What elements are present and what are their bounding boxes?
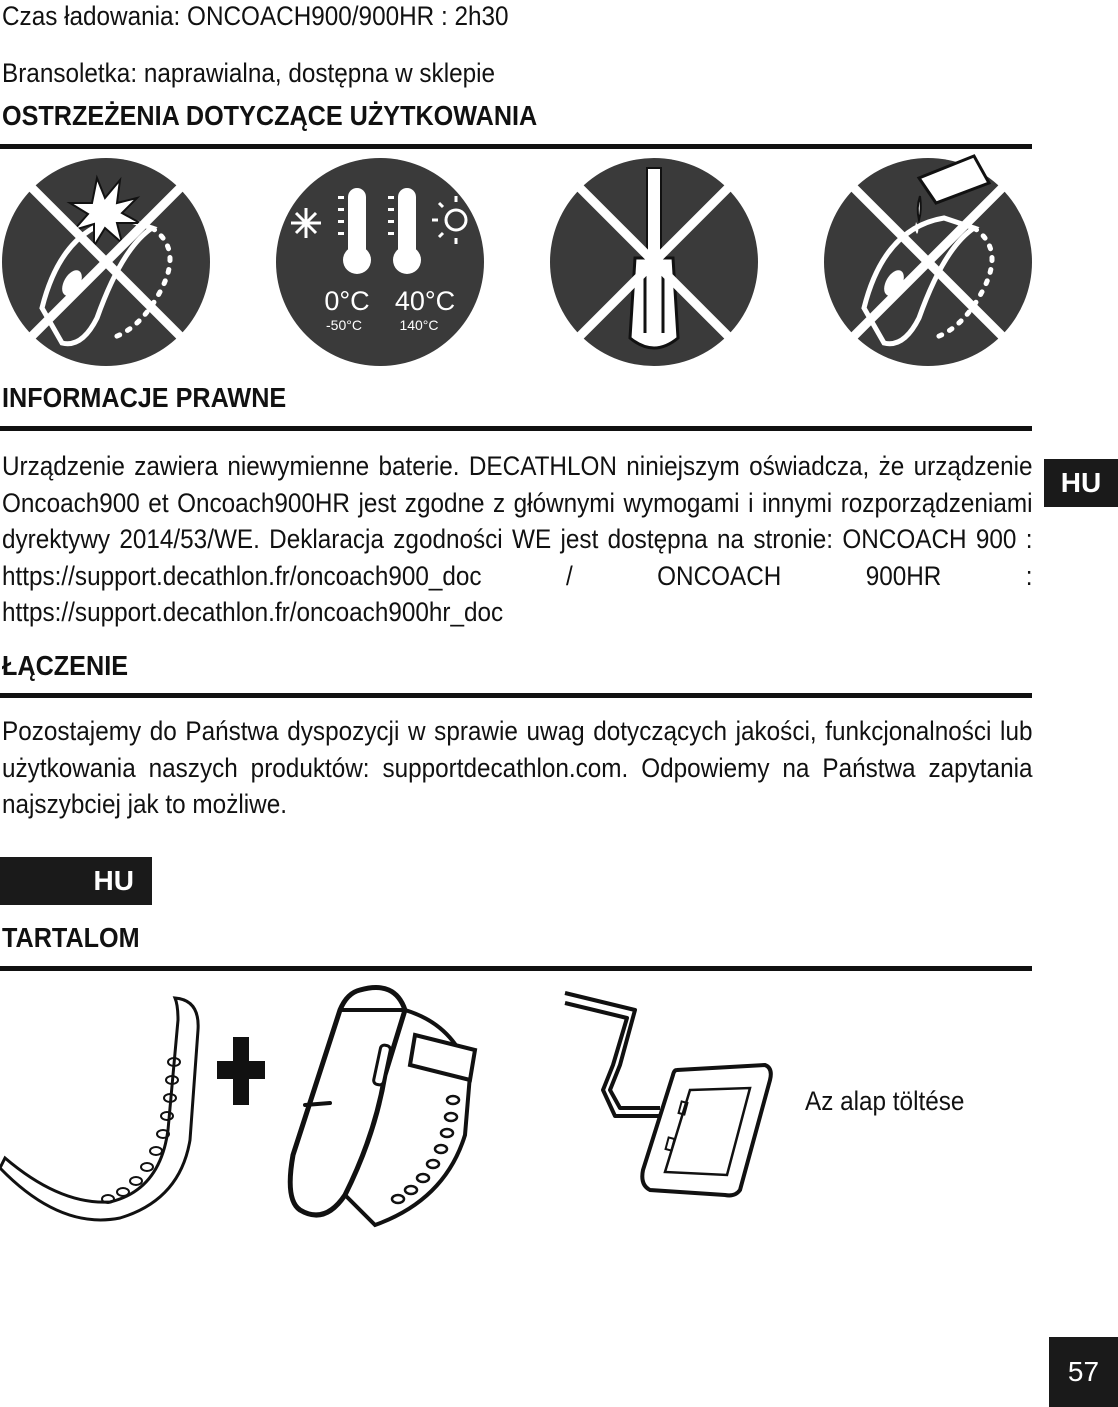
legal-heading: INFORMACJE PRAWNE bbox=[2, 382, 287, 413]
temp-low-value: 0°C bbox=[324, 286, 370, 316]
page-number: 57 bbox=[1049, 1337, 1118, 1407]
temp-high-value: 40°C bbox=[394, 286, 456, 316]
charging-time-text: Czas ładowania: ONCOACH900/900HR : 2h30 bbox=[2, 1, 509, 31]
contact-heading: ŁĄCZENIE bbox=[2, 650, 128, 681]
legal-paragraph: Urządzenie zawiera niewymienne baterie. DECATHLON niniejszym oświadcza, że urządzenie Oncoach900 et Oncoach900HR jest zgodne z głównymi wymogami i innymi rozporządzeniami dyrektywy 2014/53/WE. Deklaracja zgodności WE jest dostępna na stronie: ONCOACH 900 : https://support.decathlon.fr/oncoach900_doc / ONCOACH 900HR : https://support.decathlon.fr/oncoach900hr_doc bbox=[2, 451, 1033, 627]
temp-high-alt: 140°C bbox=[399, 317, 439, 333]
contents-heading: TARTALOM bbox=[2, 922, 140, 953]
tracker-with-strap-illustration bbox=[285, 985, 480, 1230]
bracelet-info-text: Bransoletka: naprawialna, dostępna w sklepie bbox=[2, 58, 496, 88]
charging-base-label: Az alap töltése bbox=[805, 1086, 965, 1116]
warnings-heading: OSTRZEŻENIA DOTYCZĄCE UŻYTKOWANIA bbox=[2, 100, 538, 131]
contact-divider bbox=[0, 693, 1032, 698]
spare-strap-illustration bbox=[0, 990, 200, 1230]
no-screwdriver-icon bbox=[550, 158, 758, 366]
hu-section-badge: HU bbox=[0, 857, 152, 905]
contact-paragraph: Pozostajemy do Państwa dyspozycji w sprawie uwag dotyczących jakości, funkcjonalności lub użytkowania naszych produktów: supportdecathlon.com. Odpowiemy na Państwa zapytania najszybciej jak to możliwe. bbox=[2, 716, 1033, 819]
no-impact-icon bbox=[2, 158, 210, 366]
legal-divider bbox=[0, 426, 1032, 431]
temperature-range-icon bbox=[276, 158, 484, 366]
plus-icon bbox=[217, 1037, 265, 1105]
contents-divider bbox=[0, 966, 1032, 971]
temp-low-alt: -50°C bbox=[326, 317, 362, 333]
language-side-tab: HU bbox=[1044, 459, 1118, 507]
no-chemicals-icon bbox=[824, 158, 1032, 366]
warnings-divider bbox=[0, 144, 1032, 149]
charging-base-illustration bbox=[565, 990, 775, 1200]
